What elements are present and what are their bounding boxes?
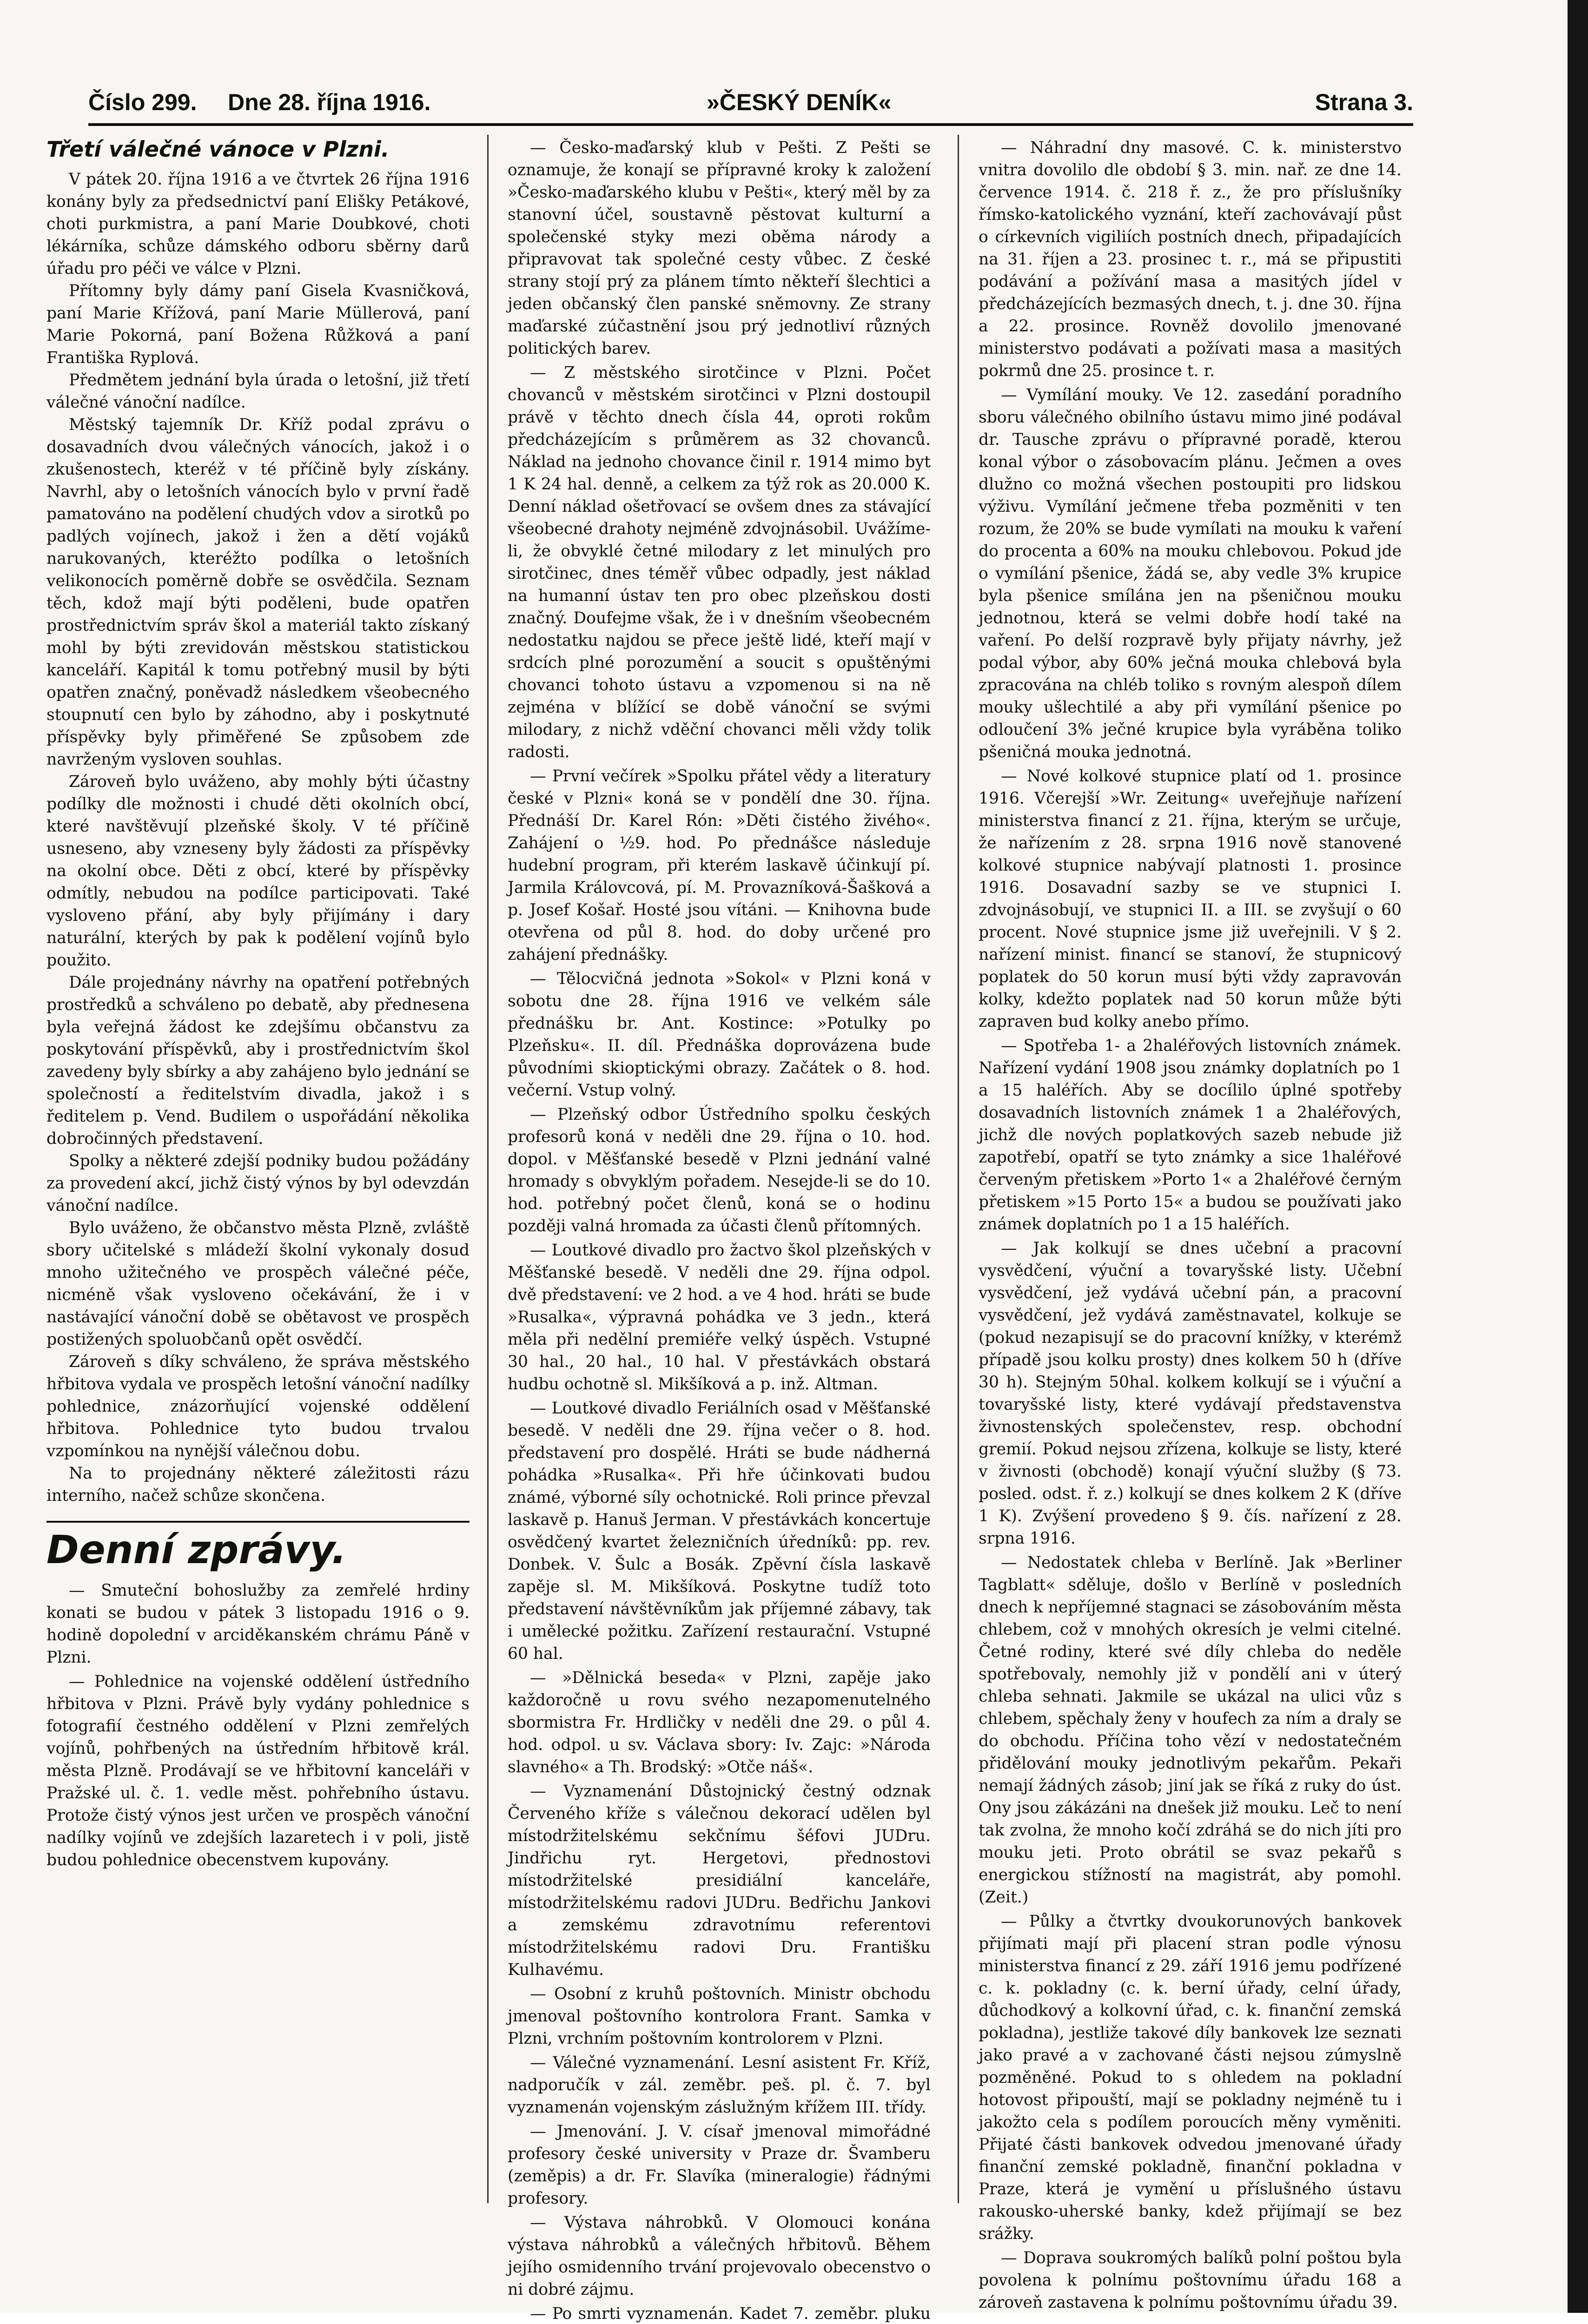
news-item: — Osobní z kruhů poštovních. Ministr obchodu jmenoval poštovního kontrolora Frant. Samka v Plzni, vrchním poštovním kontrolorem v Plzni. [508, 1985, 931, 2048]
news-item: — Náhradní dny masové. C. k. ministerstvo vnitra dovolilo dle období § 3. min. nař. ze dne 14. července 1914. č. 218 ř. z., že pro příslušníky římsko-katolického vyznání, kteří zachovávají půst o církevních vigiliích postních dnech, připadajících na 31. říjen a 23. prosinec t. r., má se připustiti podávání a požívání masa a masitých jídel v předcházejících bezmasých dnech, t. j. dne 30. října a 22. prosince. Rovněž dovolilo jmenované ministerstvo podávati a požívati masa a masitých pokrmů dne 25. prosince t. r. [979, 139, 1402, 380]
column-1 [46, 135, 470, 2226]
article-paragraph: Na to projednány některé záležitosti rázu interního, načež schůze skončena. [46, 1464, 470, 1505]
news-item: — Válečné vyznamenání. Lesní asistent Fr. Kříž, nadporučík v zál. zeměbr. peš. pl. č. 7. byl vyznamenán vojenským záslužným křížem III. třídy. [508, 2053, 931, 2117]
news-item: — Doprava soukromých balíků polní poštou byla povolena k polnímu poštovnímu úřadu 168 a zároveň zastavena k polnímu poštovnímu úřadu 39. [979, 2249, 1402, 2312]
column-3 [979, 135, 1402, 2312]
news-item: — Výstava náhrobků. V Olomouci konána výstava náhrobků a válečných hřbitovů. Během jejího osmidenního trvání projevovalo obecenstvo o ni dobré zájmu. [508, 2213, 931, 2299]
news-item: — Česko-maďarský klub v Pešti. Z Pešti se oznamuje, že konají se přípravné kroky k založení »Česko-maďarského klubu v Pešti«, který měl by za stanovní účel, soustavně pěstovat kulturní a společenské styky mezi oběma národy a připravovat tak společné cesty vůbec. Z české strany stojí prý za plánem tímto někteří šlechtici a jeden občanský člen panské sněmovny. Ze strany maďarské zúčastnění jsou prý jednotliví různých politických barev. [508, 139, 931, 358]
news-item: — »Dělnická beseda« v Plzni, zapěje jako každoročně u rovu svého nezapomenutelného sbormistra Fr. Hrdličky v neděli dne 29. o půl 4. hod. odpol. u sv. Václava sbory: Iv. Zajc: »Národa slavného« a Th. Brodský: »Otče náš«. [508, 1669, 931, 1776]
article-paragraph: Přítomny byly dámy paní Gisela Kvasničková, paní Marie Křížová, paní Marie Müllerová, paní Marie Pokorná, paní Božena Růžková a paní Františka Ryplová. [46, 282, 470, 367]
news-item: — Nové kolkové stupnice platí od 1. prosince 1916. Včerejší »Wr. Zeitung« uveřejňuje nařízení ministerstva financí z 21. října, kterým se určuje, že nařízením z 28. srpna 1916 nově stanovené kolkové stupnice nabývají platnosti 1. prosince 1916. Dosavadní sazby se ve stupnici I. zdvojnásobují, ve stupnici II. a III. se zvyšují o 60 procent. Nové stupnice jsme již uveřejnili. V § 2. nařízení minist. financí se stanoví, že stupnicový poplatek do 50 korun musí býti vždy zapravován kolky, kdežto poplatek nad 50 korun může býti zapraven bud kolky anebo přímo. [979, 767, 1402, 1031]
page-number: Strana 3. [1315, 89, 1413, 115]
column-rule [487, 135, 489, 2203]
news-item: — Vyznamenání Důstojnický čestný odznak Červeného kříže s válečnou dekorací udělen byl místodržitelskému sekčnímu šéfovi JUDru. Jindřichu ryt. Hergetovi, přednostovi místodržitelské presidiální kanceláře, místodržitelskému radovi JUDru. Bedřichu Jankovi a zemskému zdravotnímu referentovi místodržitelskému radovi Dru. Františku Kulhavému. [508, 1782, 931, 1979]
news-item: — Po smrti vyznamenán. Kadet 7. zeměbr. pluku [530, 2304, 931, 2323]
article-headline: Třetí válečné vánoce v Plzni. [46, 137, 390, 162]
issue-number: Číslo 299. [88, 89, 197, 115]
article-paragraph: Bylo uváženo, že občanstvo města Plzně, zvláště sbory učitelské s mládeží školní vykonaly dosud mnoho užitečného ve prospěch válečné péče, nicméně však vysloveno očekávání, že i v nastávající vánoční době se obětavost ve prospěch postižených spoluobčanů opět osvědčí. [46, 1219, 470, 1349]
scan-edge [1568, 0, 1588, 2313]
article-paragraph: Městský tajemník Dr. Kříž podal zprávu o dosavadních dvou válečných vánocích, jakož i o zkušenostech, kteréž v té příčině byly získány. Navrhl, aby o letošních vánocích bylo v první řadě pamatováno na podělení chudých vdov a sirotků po padlých vojínech, jakož i žen a dětí vojáků narukovaných, kteréžto podílka o letošních velikonocích poměrně dobře se osvědčila. Seznam těch, kdož mají býti poděleni, bude opatřen prostřednictvím správ škol a materiál takto získaný mohl by býti zrevidován městskou statistickou kanceláří. Kapitál k tomu potřebný musil by býti opatřen značný, poněvadž následkem všeobecného stoupnutí cen bylo by záhodno, aby i poskytnuté příspěvky byly přiměřené Se způsobem zde navrženým vysloven souhlas. [46, 416, 470, 769]
news-item: — Loutkové divadlo Feriálních osad v Měšťanské besedě. V neděli dne 29. října večer o 8. hod. představení pro dospělé. Hráti se bude nádherná pohádka »Rusalka«. Při hře účinkovati budou známé, výborné síly ochotnické. Roli prince převzal laskavě p. Hanuš Jerman. V přestávkách koncertuje osvědčený kvartet železničních úředníků: pp. rev. Donbek. V. Šulc a Bosák. Zpěvní čísla laskavě zapěje sl. M. Mikšíková. Poskytne tudíž toto představení návštěvníkům jak příjemné zábavy, tak i umělecké požitku. Zařízení restaurační. Vstupné 60 hal. [508, 1399, 931, 1663]
article-paragraph: Předmětem jednání byla úrada o letošní, již třetí válečné vánoční nadílce. [46, 371, 470, 412]
issue-date: Dne 28. října 1916. [228, 89, 431, 115]
news-item: — Smuteční bohoslužby za zemřelé hrdiny konati se budou v pátek 3 listopadu 1916 o 9. hodině dopolední v arciděkanském chrámu Páně v Plzni. [46, 1581, 470, 1667]
news-item: — Pohlednice na vojenské oddělení ústředního hřbitova v Plzni. Právě byly vydány pohlednice s fotografií čestného oddělení v Plzni zemřelých vojínů, pohřbených na ústředním hřbitově král. města Plzně. Prodávají se ve hřbitovní kanceláři v Pražské ul. č. 1. vedle měst. pohřebního ústavu. Protože čistý výnos jest určen ve prospěch vánoční nadílky vojínů ve zdejších lazaretech i v poli, jistě budou pohlednice obecenstvem kupovány. [46, 1672, 470, 1869]
article-paragraph: Zároveň s díky schváleno, že správa městského hřbitova vydala ve prospěch letošní vánoční nadílky pohlednice, znázorňující vojenské oddělení hřbitova. Pohlednice tyto budou trvalou vzpomínkou na nynější válečnou dobu. [46, 1353, 470, 1460]
article-paragraph: Dále projednány návrhy na opatření potřebných prostředků a schváleno po debatě, aby přednesena byla veřejná žádost ke zdejšímu občanstvu za poskytování příspěvků, aby i prostřednictvím škol zavedeny byly sbírky a aby zahájeno bylo jednání se společností a ředitelstvím divadla, jakož i s ředitelem p. Vend. Budilem o uspořádání několika dobročinných představení. [46, 973, 470, 1148]
news-item: — Plzeňský odbor Ústředního spolku českých profesorů koná v neděli dne 29. října o 10. hod. dopol. v Měšťanské besedě v Plzni jednání valné hromady s obvyklým pořadem. Nesejde-li se do 10. hod. potřebný počet členů, koná se o hodinu později valná hromada za účasti členů přítomných. [508, 1105, 931, 1235]
news-item: — Loutkové divadlo pro žactvo škol plzeňských v Měšťanské besedě. V neděli dne 29. října odpol. dvě představení: ve 2 hod. a ve 4 hod. hráti se bude »Rusalka«, výpravná pohádka ve 3 jedn., která měla při nedělní premiéře velký úspěch. Vstupné 30 hal., 20 hal., 10 hal. V přestávkách obstará hudbu ochotně sl. Mikšíková a p. inž. Altman. [508, 1241, 931, 1393]
news-item: — Nedostatek chleba v Berlíně. Jak »Berliner Tagblatt« sděluje, došlo v Berlíně v posledních dnech k nepříjemné stagnaci se zásobováním města chlebem, což v mnohých okresích je velmi citelné. Četné rodiny, které své díly chleba do neděle spotřebovaly, nemohly již v pondělí ani v úterý chleba sehnati. Jakmile se ukázal na ulici vůz s chlebem, spěchaly ženy v houfech za ním a draly se do obchodu. Příčina toho vězí v nedostatečném přidělování mouky jednotlivým pekařům. Pekaři nemají žádných zásob; jiní jak se říká z ruky do úst. Ony jsou zákázáni na dnešek již mouku. Leč to není tak zvolna, že mnoho kočí zdráhá se do nich jíti pro mouku jeti. Proto obrátil se svaz pekařů s energickou stížností na magistrát, aby pomohl. (Zeit.) [979, 1553, 1402, 1907]
news-item: — Vymílání mouky. Ve 12. zasedání poradního sboru válečného obilního ústavu mimo jiné podával dr. Tausche zprávu o přípravné poradě, kterou konal výbor o zásobovacím plánu. Ječmen a oves dlužno co možná všechen postoupiti pro lidskou výživu. Vymílání ječmene třeba pozměniti v ten rozum, že 20% se bude vymílati na mouku k vaření do procenta a 60% na mouku chlebovou. Pokud jde o vymílání pšenice, žádá se, aby vedle 3% krupice byla pšenice smílána jen na pšeničnou mouku jednotnou, která se velmi dobře hodí také na vaření. Po delší rozpravě byly přijaty návrhy, jež podal výbor, aby 60% ječná mouka chlebová byla zpracována na chléb toliko s rovným alespoň dílem mouky ušlechtilé a aby při vymílání pšenice po odloučení 3% ječné krupice byla vyráběna toliko pšeničná mouka jednotná. [979, 386, 1402, 761]
news-item: — První večírek »Spolku přátel vědy a literatury české v Plzni« koná se v pondělí dne 30. října. Přednáší Dr. Karel Rón: »Děti čistého živého«. Zahájení o ½9. hod. Po přednášce následuje hudební program, při kterém laskavě účinkují pí. Jarmila Královcová, pí. M. Provazníková-Šašková a p. Josef Košař. Hosté jsou vítáni. — Knihovna bude otevřena od půl 8. hod. do doby určené pro zahájení přednášky. [508, 767, 931, 964]
news-item: — Půlky a čtvrtky dvoukorunových bankovek přijímati mají při placení stran podle výnosu ministerstva financí z 29. září 1916 jemu podřízené c. k. pokladny (c. k. berní úřady, celní úřady, důchodkový a kolkovní úřad, c. k. finanční zemská pokladna), jestliže takové díly bankovek lze seznati jako pravé a v zachované části nejsou zúmyslně pozměněné. Pokud to s ohledem na pokladní hotovost připouští, mají se pokladny nejméně tu i jakožto cela s podílem poroucích měny vyměniti. Přijaté části bankovek odvedou jmenované úřady finanční zemské pokladně, finanční pokladna v Praze, která je vymění u příslušného ústavu rakousko-uherské banky, kdež přijímají se bez srážky. [979, 1912, 1402, 2243]
newspaper-title: »ČESKÝ DENÍK« [707, 89, 892, 115]
article-paragraph: V pátek 20. října 1916 a ve čtvrtek 26 října 1916 konány byly za předsednictví paní Elišky Petákové, choti purkmistra, a paní Marie Doubkové, choti lékárníka, schůze dámského odboru sběrny darů úřadu pro péči ve válce v Plzni. [46, 170, 470, 278]
news-item: — Jmenování. J. V. císař jmenoval mimořádné profesory české university v Praze dr. Švamberu (zeměpis) a dr. Fr. Slavíka (mineralogie) řádnými profesory. [508, 2122, 931, 2208]
section-heading: Denní zprávy. [46, 1521, 470, 1574]
news-item: — Spotřeba 1- a 2haléřových listovních známek. Nařízení vydání 1908 jsou známky doplatních po 1 a 15 haléřích. Aby se docílilo úplné spotřeby dosavadních listovních známek 1 a 2haléřových, jichž dle nových poplatkových sazeb nebude již zapotřebí, opatří se tyto známky a sice 1haléřové červeným přetiskem »Porto 1« a 2haléřové černým přetiskem »15 Porto 15« a budou se používati jako známek doplatních po 1 a 15 haléřích. [979, 1037, 1402, 1234]
masthead [88, 86, 1413, 126]
news-item: — Z městského sirotčince v Plzni. Počet chovanců v městském sirotčinci v Plzni dostoupil právě v těchto dnech čísla 44, oproti rokům předcházejícím s průměrem as 32 chovanců. Náklad na jednoho chovance činil r. 1914 mimo byt 1 K 24 hal. denně, a celkem za týž rok as 20.000 K. Denní náklad ošetřovací se ovšem dnes za stávající všeobecné drahoty nejméně zdvojnásobil. Uvážíme-li, že obvyklé četné milodary z let minulých pro sirotčinec, dnes téměř vůbec odpadly, jest náklad na humanní ústav ten pro obec plzeňskou dosti značný. Doufejme však, že i v dnešním všeobecném nedostatku najdou se přece ještě lidé, kteří mají v srdcích plné porozumění a soucit s opuštěnými chovanci tohoto ústavu a vzpomenou si na ně zejména v blížící se době vánoční se svými milodary, z nichž vděční chovanci měli vždy tolik radosti. [508, 363, 931, 761]
article-paragraph: Zároveň bylo uváženo, aby mohly býti účastny podílky dle možnosti i chudé děti okolních obcí, které navštěvují plzeňské školy. V té příčině usneseno, aby vzneseny byly žádosti za příspěvky na okolní obce. Děti z obcí, které by příspěvky odmítly, nebudou na podílce participovati. Také vysloveno přání, aby byly přijímány i dary naturální, kterých by pak k podělení vojínů bylo použito. [46, 772, 470, 970]
news-item: — Tělocvičná jednota »Sokol« v Plzni koná v sobotu dne 28. října 1916 ve velkém sále přednášku br. Ant. Kostince: »Potulky po Plzeňsku«. II. díl. Přednáška doprovázena bude původními skioptickými obrazy. Začátek o 8. hod. večerní. Vstup volný. [508, 970, 931, 1100]
article-paragraph: Spolky a některé zdejší podniky budou požádány za provedení akcí, jichž čistý výnos by byl odevzdán vánoční nadílce. [46, 1152, 470, 1215]
news-item: — Jak kolkují se dnes učební a pracovní vysvědčení, výuční a tovaryšské listy. Učební vysvědčení, jež vydává učební pán, a pracovní vysvědčení, jež vydává zaměstnavatel, kolkuje se (pokud nezapisují se do pracovní knížky, v kterémž případě jsou kolku prosty) dnes kolkem 50 h (dříve 30 h). Stejným 50hal. kolkem kolkují se i výuční a tovaryšské listy, které vydávají představenstva živnostenských společenstev, resp. obchodní gremií. Pokud nejsou zřízena, kolkuje se listy, které v živnosti (obchodě) konají výuční služby (§ 73. posled. odst. ř. z.) kolkují se dnes kolkem 2 K (dříve 1 K). Zvýšení provedeno § 9. čís. nařízení z 28. srpna 1916. [979, 1239, 1402, 1548]
column-2 [508, 135, 931, 2323]
column-rule [958, 135, 959, 2203]
